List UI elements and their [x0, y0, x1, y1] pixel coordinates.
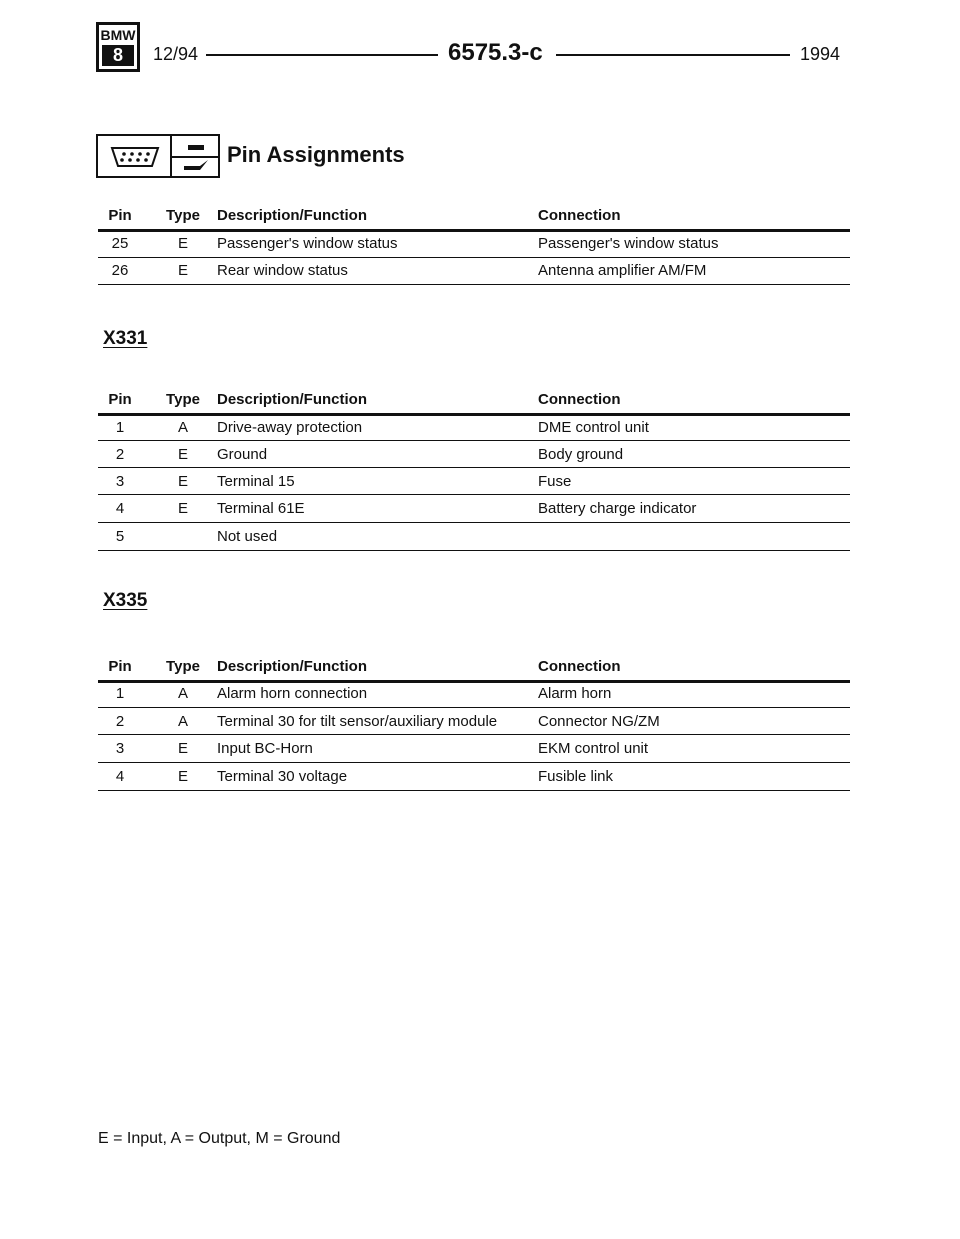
- col-type: Type: [166, 391, 200, 408]
- row-description: Terminal 15: [217, 473, 295, 490]
- row-rule: [98, 284, 850, 285]
- row-rule: [98, 467, 850, 468]
- table-row: [98, 709, 850, 736]
- row-rule: [98, 790, 850, 791]
- page-title: Pin Assignments: [227, 142, 405, 167]
- row-rule: [98, 762, 850, 763]
- logo-series: 8: [102, 45, 134, 66]
- header-year: 1994: [800, 44, 841, 64]
- row-pin: 3: [115, 740, 125, 757]
- col-description: Description/Function: [217, 658, 367, 675]
- row-type: E: [177, 235, 188, 252]
- row-description: Terminal 30 for tilt sensor/auxiliary module: [217, 713, 498, 730]
- row-pin: 3: [115, 473, 125, 490]
- row-pin: 4: [115, 500, 125, 517]
- row-pin: 4: [115, 768, 125, 785]
- row-connection: Connector NG/ZM: [538, 713, 660, 730]
- row-connection: Fuse: [538, 473, 572, 490]
- bmw-8-logo: [96, 22, 140, 72]
- row-pin: 26: [111, 262, 129, 279]
- row-type: E: [177, 446, 188, 463]
- row-pin: 1: [115, 419, 125, 436]
- row-connection: Fusible link: [538, 768, 614, 785]
- row-type: E: [177, 500, 188, 517]
- row-connection: Alarm horn: [538, 685, 612, 702]
- col-type: Type: [166, 207, 200, 224]
- col-pin: Pin: [108, 658, 132, 675]
- row-pin: 2: [115, 446, 125, 463]
- table-row: [98, 415, 850, 442]
- row-description: Passenger's window status: [217, 235, 398, 252]
- connector-title-x331: X331: [103, 328, 148, 349]
- row-pin: 5: [115, 528, 125, 545]
- row-connection: Antenna amplifier AM/FM: [538, 262, 707, 279]
- row-connection: EKM control unit: [538, 740, 649, 757]
- table-row: [98, 764, 850, 791]
- col-connection: Connection: [538, 658, 621, 675]
- row-description: Input BC-Horn: [217, 740, 313, 757]
- row-type: E: [177, 473, 188, 490]
- logo-brand: BMW: [100, 27, 136, 43]
- row-connection: Passenger's window status: [538, 235, 719, 252]
- table-row: [98, 496, 850, 523]
- document-code: 6575.3-c: [448, 39, 543, 66]
- row-type: E: [177, 740, 188, 757]
- col-type: Type: [166, 658, 200, 675]
- table-header: [98, 387, 850, 413]
- col-pin: Pin: [108, 207, 132, 224]
- table-header: [98, 203, 850, 229]
- row-connection: Battery charge indicator: [538, 500, 697, 517]
- table-row: [98, 736, 850, 763]
- col-connection: Connection: [538, 207, 621, 224]
- row-rule: [98, 550, 850, 551]
- type-legend: E = Input, A = Output, M = Ground: [98, 1130, 341, 1147]
- row-pin: 1: [115, 685, 125, 702]
- col-description: Description/Function: [217, 391, 367, 408]
- row-rule: [98, 734, 850, 735]
- row-description: Not used: [217, 528, 278, 545]
- table-row: [98, 231, 850, 258]
- row-connection: DME control unit: [538, 419, 649, 436]
- row-type: E: [177, 768, 188, 785]
- row-pin: 2: [115, 713, 125, 730]
- connector-title-x335: X335: [103, 590, 148, 611]
- row-connection: Body ground: [538, 446, 624, 463]
- row-description: Terminal 30 voltage: [217, 768, 348, 785]
- connector-plug-icon: [110, 146, 160, 168]
- col-description: Description/Function: [217, 207, 367, 224]
- row-type: A: [177, 713, 188, 730]
- row-type: E: [177, 262, 188, 279]
- table-row: [98, 524, 850, 551]
- header-rule-right: [556, 54, 790, 56]
- col-pin: Pin: [108, 391, 132, 408]
- table-row: [98, 469, 850, 496]
- row-description: Ground: [217, 446, 268, 463]
- header-date: 12/94: [153, 44, 199, 64]
- col-connection: Connection: [538, 391, 621, 408]
- header-rule-left: [206, 54, 438, 56]
- table-row: [98, 681, 850, 708]
- row-rule: [98, 522, 850, 523]
- row-rule: [98, 440, 850, 441]
- row-rule: [98, 494, 850, 495]
- table-header: [98, 654, 850, 680]
- pin-assignment-icon: [178, 140, 214, 176]
- row-rule: [98, 707, 850, 708]
- row-description: Alarm horn connection: [217, 685, 368, 702]
- table-row: [98, 258, 850, 285]
- row-type: A: [177, 685, 188, 702]
- title-icon-box: [96, 134, 220, 178]
- row-description: Rear window status: [217, 262, 348, 279]
- row-type: A: [177, 419, 188, 436]
- row-description: Terminal 61E: [217, 500, 305, 517]
- table-row: [98, 442, 850, 469]
- row-description: Drive-away protection: [217, 419, 363, 436]
- row-pin: 25: [111, 235, 129, 252]
